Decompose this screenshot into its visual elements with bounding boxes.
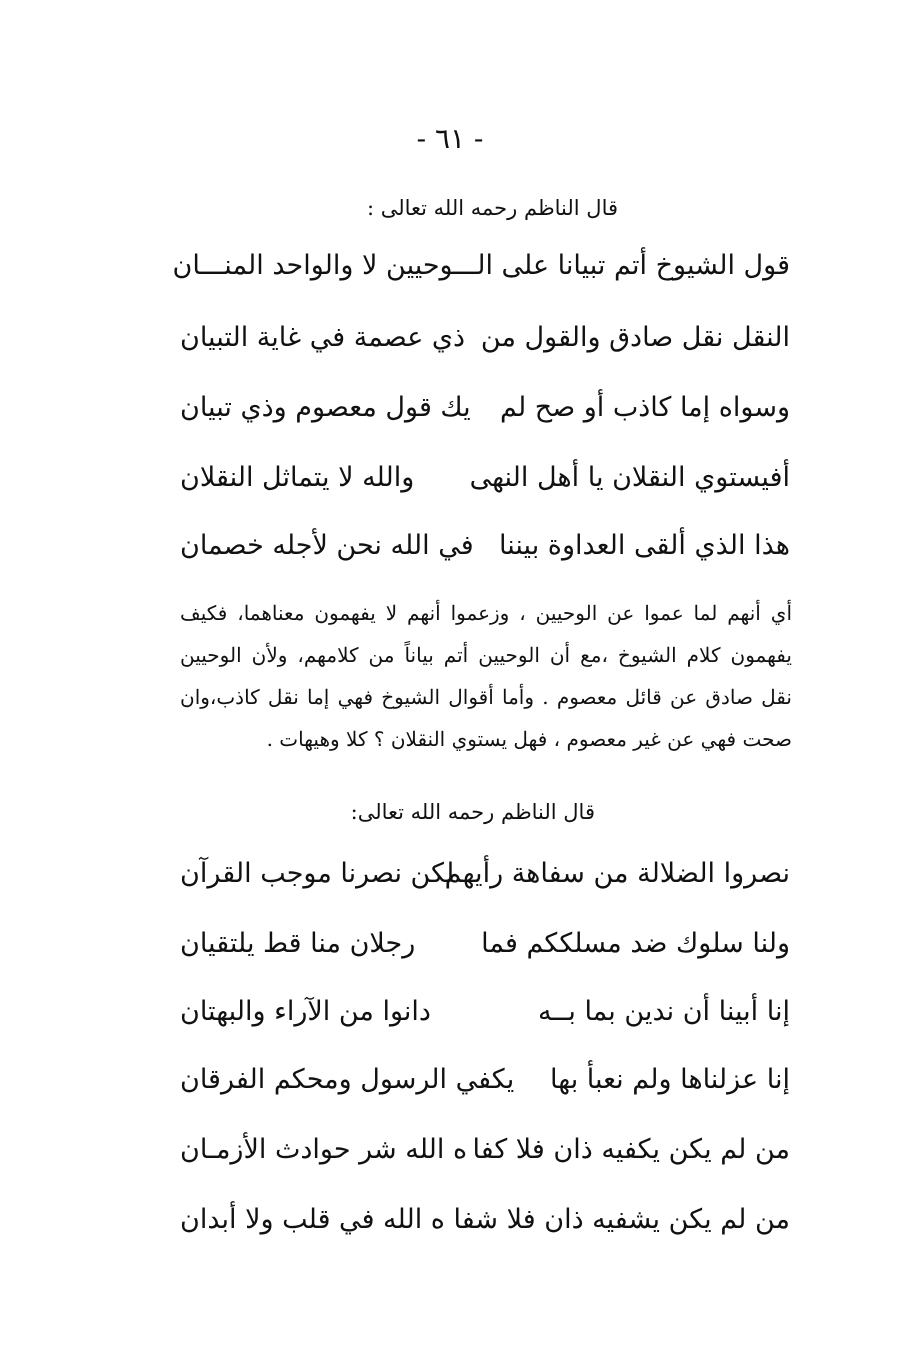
commentary-line: صحت فهي عن غير معصوم ، فهل يستوي النقلان ؟ كلا وهيهات . (266, 727, 792, 751)
verse-line (180, 530, 790, 580)
verse-first-hemistich: من لم يكن يشفيه ذان فلا شفا (453, 1204, 790, 1235)
verse-second-hemistich: يكفي الرسول ومحكم الفرقان (180, 1064, 515, 1095)
verse-first-hemistich: وسواه إما كاذب أو صح لم (500, 392, 790, 423)
section-heading: قال الناظم رحمه الله تعالى: (350, 800, 595, 824)
verse-line (180, 858, 790, 908)
verse-first-hemistich: إنا عزلناها ولم نعبأ بها (550, 1064, 790, 1095)
verse-line (180, 462, 790, 512)
page-number: - ٦١ - (416, 122, 484, 155)
commentary-paragraph (180, 592, 792, 760)
verse-line (180, 1064, 790, 1114)
verse-first-hemistich: نصروا الضلالة من سفاهة رأيهم (444, 858, 790, 889)
verse-first-hemistich: النقل نقل صادق والقول من (480, 322, 790, 353)
section-heading: قال الناظم رحمه الله تعالى : (366, 196, 618, 220)
verse-first-hemistich: إنا أبينا أن ندين بما بــه (538, 996, 790, 1027)
commentary-line: نقل صادق عن قائل معصوم . وأما أقوال الشيوخ فهي إما نقل كاذب،وان (180, 685, 792, 709)
verse-first-hemistich: أفيستوي النقلان يا أهل النهى (469, 462, 790, 493)
verse-line (172, 250, 790, 300)
verse-first-hemistich: ولنا سلوك ضد مسلككم فما (481, 928, 790, 959)
verse-second-hemistich: دانوا من الآراء والبهتان (180, 996, 431, 1027)
verse-second-hemistich: لكن نصرنا موجب القرآن (180, 858, 455, 889)
commentary-line: يفهمون كلام الشيوخ ،مع أن الوحيين أتم بياناً من كلامهم، ولأن الوحيين (180, 643, 792, 667)
verse-first-hemistich: من لم يكن يكفيه ذان فلا كفا (472, 1134, 790, 1165)
verse-line (180, 1204, 790, 1254)
verse-first-hemistich: هذا الذي ألقى العداوة بيننا (499, 530, 790, 561)
verse-line (180, 996, 790, 1046)
verse-second-hemistich: رجلان منا قط يلتقيان (180, 928, 416, 959)
verse-line (180, 928, 790, 978)
verse-second-hemistich: يك قول معصوم وذي تبيان (180, 392, 471, 423)
verse-second-hemistich: ه الله شر حوادث الأزمـان (180, 1134, 468, 1165)
verse-second-hemistich: في الله نحن لأجله خصمان (180, 530, 474, 561)
verse-line (180, 392, 790, 442)
verse-full-line: قول الشيوخ أتم تبيانا على الـــوحيين لا والواحد المنـــان (172, 250, 790, 281)
commentary-line: أي أنهم لما عموا عن الوحيين ، وزعموا أنهم لا يفهمون معناهما، فكيف (180, 601, 792, 625)
verse-second-hemistich: ه الله في قلب ولا أبدان (180, 1204, 445, 1235)
verse-second-hemistich: والله لا يتماثل النقلان (180, 462, 415, 493)
verse-second-hemistich: ذي عصمة في غاية التبيان (180, 322, 466, 353)
verse-line (180, 322, 790, 372)
verse-line (180, 1134, 790, 1184)
